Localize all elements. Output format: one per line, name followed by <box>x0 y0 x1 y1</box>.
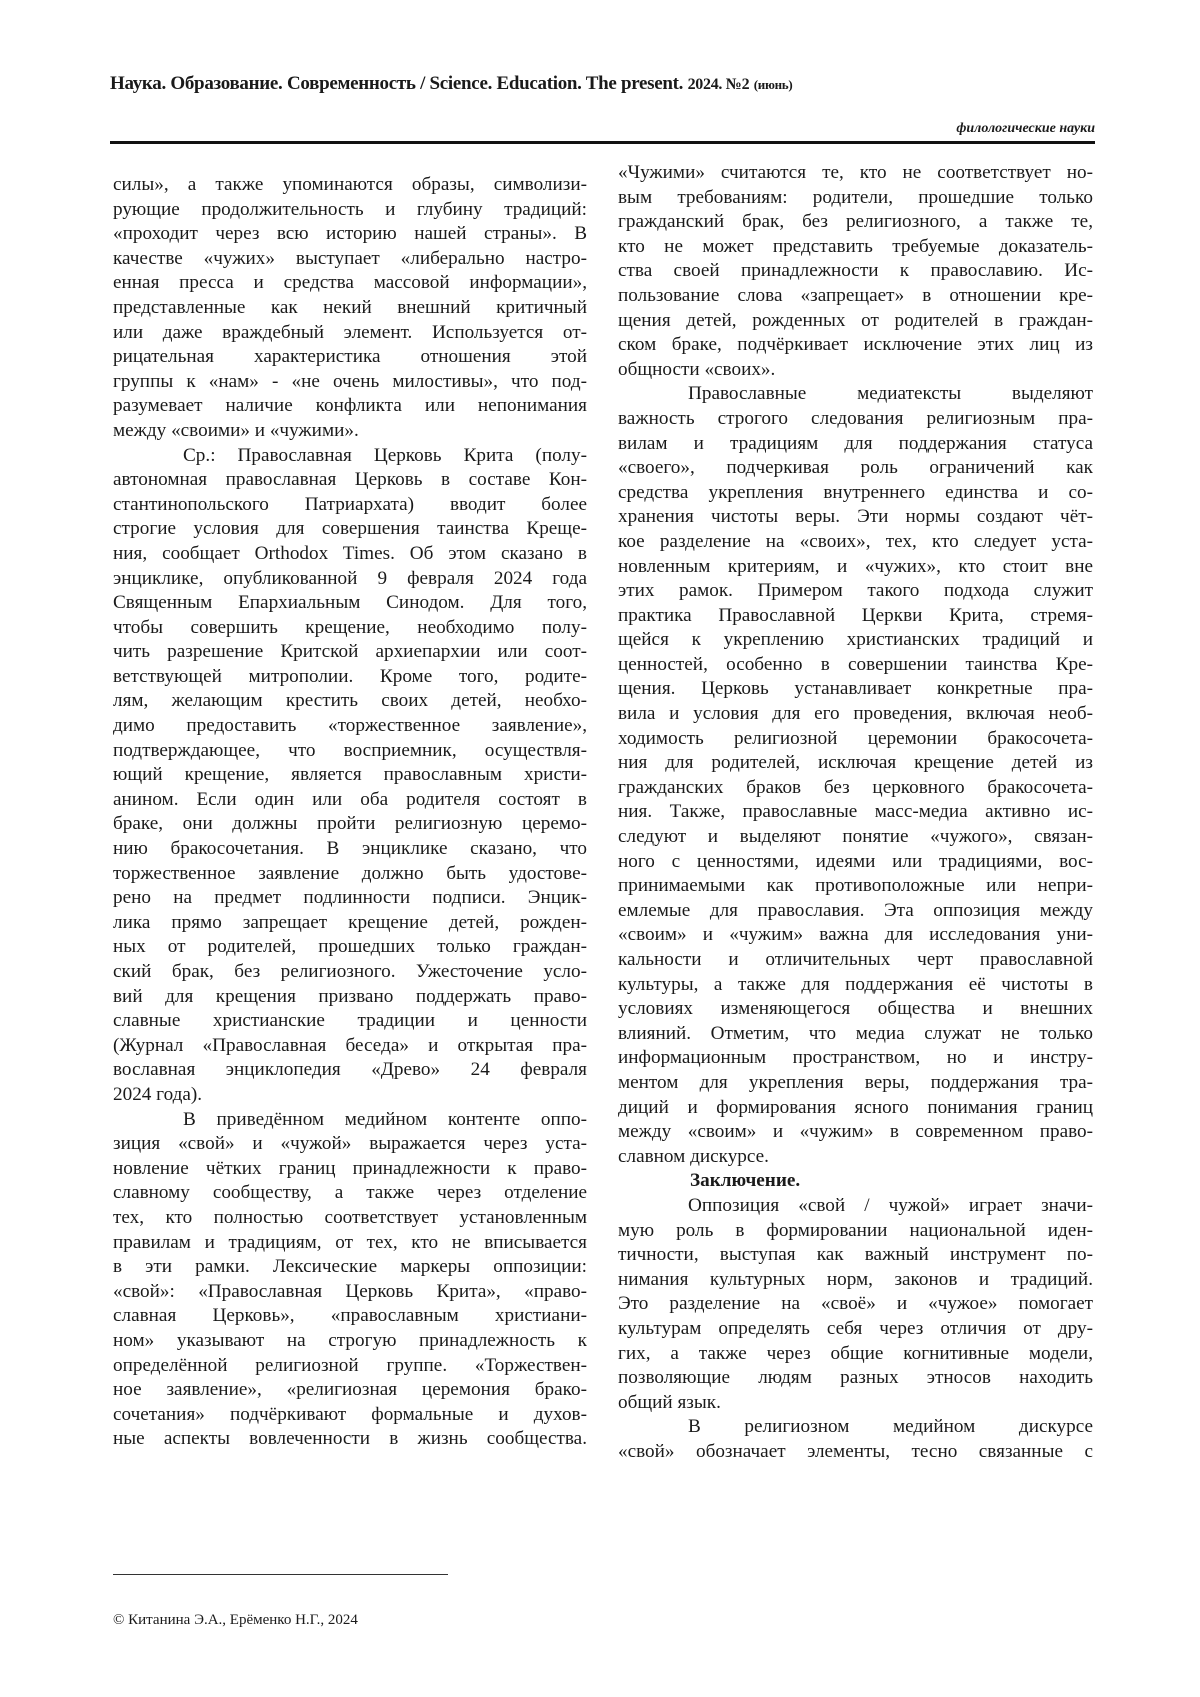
text-line: щения. Церковь устанавливает конкретные пра- <box>618 678 1093 700</box>
text-line: славные христианские традиции и ценности <box>113 1010 587 1032</box>
text-line: ющий крещение, является православным христи- <box>113 764 587 786</box>
text-line: важность строгого следования религиозным пра- <box>618 407 1093 429</box>
text-line: следуют и выделяют понятие «чужого», связан- <box>618 826 1093 848</box>
text-line: определённой религиозной группе. «Торжествен- <box>113 1354 587 1376</box>
text-line: тичности, выступая как важный инструмент по- <box>618 1244 1093 1266</box>
text-line: Православные медиатексты выделяют <box>688 383 1093 405</box>
section-label: филологические науки <box>956 121 1095 136</box>
text-line: кто не может представить требуемые доказатель- <box>618 235 1093 257</box>
text-line: стантинопольского Патриархата) вводит более <box>113 493 587 515</box>
text-line: зиция «свой» и «чужой» выражается через уста- <box>113 1133 587 1155</box>
text-line: вий для крещения призвано поддержать право- <box>113 985 587 1007</box>
text-line: ства своей принадлежности к православию. Ис- <box>618 260 1093 282</box>
text-line: пользование слова «запрещает» в отношении кре- <box>618 284 1093 306</box>
footnote-divider <box>113 1574 448 1575</box>
text-line: энциклике, опубликованной 9 февраля 2024 года <box>113 567 587 589</box>
text-line: ветствующей митрополии. Кроме того, родите- <box>113 665 587 687</box>
text-line: культурам определять себя через отличия от дру- <box>618 1317 1093 1339</box>
text-line: общий язык. <box>618 1391 721 1413</box>
text-line: Ср.: Православная Церковь Крита (полу- <box>183 444 587 466</box>
text-line: новление чётких границ принадлежности к право- <box>113 1157 587 1179</box>
text-line: (Журнал «Православная беседа» и открытая пра- <box>113 1034 587 1056</box>
right-column <box>618 161 1093 1464</box>
text-line: кальности и отличительных черт православной <box>618 949 1093 970</box>
text-line: строгие условия для совершения таинства Креще- <box>113 518 587 540</box>
text-line: щейся к укреплению христианских традиций и <box>618 629 1093 651</box>
text-line: силы», а также упоминаются образы, символизи- <box>113 174 587 195</box>
text-line: представленные как некий внешний критичный <box>113 296 587 318</box>
left-column <box>113 173 587 1452</box>
text-line: торжественное заявление должно быть удостове- <box>113 862 587 884</box>
text-line: влияний. Отметим, что медиа служат не только <box>618 1022 1093 1044</box>
text-line: позволяющие людям разных этносов находить <box>618 1367 1093 1389</box>
text-line: «проходит через всю историю нашей страны». В <box>113 223 587 245</box>
text-line: ский брак, без религиозного. Ужесточение усло- <box>113 961 587 982</box>
text-line: Оппозиция «свой / чужой» играет значи- <box>688 1194 1093 1216</box>
text-line: между «своими» и «чужими». <box>113 419 359 441</box>
text-line: условиях изменяющегося общества и внешних <box>618 998 1093 1020</box>
text-line: новленным критериям, и «чужих», кто стоит вне <box>618 555 1093 577</box>
text-line: славном дискурсе. <box>618 1145 769 1167</box>
text-line: ния для родителей, исключая крещение детей из <box>618 752 1093 774</box>
text-line: ментом для укрепления веры, поддержания тра- <box>618 1071 1093 1093</box>
text-line: лика прямо запрещает крещение детей, рожден- <box>113 911 587 933</box>
text-line: сочетания» подчёркивают формальные и духов- <box>113 1403 587 1425</box>
text-line: мую роль в формировании национальной иден- <box>618 1219 1093 1241</box>
text-line: В религиозном медийном дискурсе <box>688 1416 1093 1438</box>
text-line: рующие продолжительность и глубину традиций: <box>113 198 587 220</box>
text-line: рено на предмет подлинности подписи. Энцик- <box>113 887 587 909</box>
text-line: «своего», подчеркивая роль ограничений как <box>618 457 1093 479</box>
text-line: лям, желающим крестить своих детей, необхо- <box>113 690 587 712</box>
text-line: ния. Также, православные масс-медиа активно ис- <box>618 801 1093 823</box>
journal-title <box>110 73 792 95</box>
issue-number: 2024. №2 <box>687 76 750 93</box>
journal-name: Наука. Образование. Современность / Science. Education. The present. <box>110 73 684 94</box>
text-line: щения детей, рожденных от родителей в граждан- <box>618 309 1093 331</box>
header-divider <box>110 141 1095 144</box>
text-line: ходимость религиозной церемонии бракосочета- <box>618 727 1093 749</box>
text-line: между «своим» и «чужим» в современном право- <box>618 1121 1093 1143</box>
text-line: рицательная характеристика отношения этой <box>113 346 587 368</box>
text-line: нию бракосочетания. В энциклике сказано, что <box>113 838 587 860</box>
text-line: гих, а также через общие когнитивные модели, <box>618 1342 1093 1364</box>
text-line: ния, сообщает Orthodox Times. Об этом сказано в <box>113 542 587 564</box>
text-line: в эти рамки. Лексические маркеры оппозиции: <box>113 1256 587 1278</box>
text-line: димо предоставить «торжественное заявление», <box>113 715 587 737</box>
text-line: Священным Епархиальным Синодом. Для того, <box>113 592 587 614</box>
text-line: ного с ценностями, идеями или традициями, вос- <box>618 850 1093 872</box>
text-line: практика Православной Церкви Крита, стремя- <box>618 604 1093 626</box>
text-line: гражданских браков без церковного бракосочета- <box>618 776 1093 798</box>
text-line: вилам и традициям для поддержания статуса <box>618 432 1093 454</box>
text-line: нимания культурных норм, законов и традиций. <box>618 1268 1093 1290</box>
text-line: 2024 года). <box>113 1083 203 1105</box>
text-line: или даже враждебный элемент. Используется от- <box>113 321 587 343</box>
text-line: вым требованиям: родители, прошедшие только <box>618 186 1093 208</box>
text-line: ные аспекты вовлеченности в жизнь сообщества. <box>113 1428 587 1450</box>
text-line: группы к «нам» - «не очень милостивы», что под- <box>113 370 587 392</box>
text-line: емлемые для православия. Эта оппозиция между <box>618 899 1093 921</box>
text-line: ском браке, подчёркивает исключение этих лиц из <box>618 334 1093 356</box>
text-line: подтверждающее, что восприемник, осуществля- <box>113 739 587 761</box>
text-line: кое разделение на «своих», тех, кто следует уста- <box>618 530 1093 552</box>
text-line: автономная православная Церковь в составе Кон- <box>113 469 587 491</box>
text-line: «свой»: «Православная Церковь Крита», «право- <box>113 1280 587 1302</box>
text-line: «свой» обозначает элементы, тесно связанные с <box>618 1440 1093 1462</box>
text-line: общности «своих». <box>618 358 776 380</box>
text-line: ценностей, особенно в совершении таинства Кре- <box>618 653 1093 675</box>
text-line: тех, кто полностью соответствует установленным <box>113 1206 587 1228</box>
text-line: «Чужими» считаются те, кто не соответствует но- <box>618 162 1093 183</box>
issue-month: (июнь) <box>753 77 793 92</box>
text-line: вославная энциклопедия «Древо» 24 февраля <box>113 1059 587 1081</box>
text-line: славному сообществу, а также через отделение <box>113 1182 587 1204</box>
text-line: средства укрепления внутреннего единства и со- <box>618 481 1093 503</box>
text-line: В приведённом медийном контенте оппо- <box>183 1108 587 1130</box>
text-line: информационным пространством, но и инстру- <box>618 1047 1093 1069</box>
text-line: ном» указывают на строгую принадлежность к <box>113 1329 587 1351</box>
text-line: славная Церковь», «православным христиани- <box>113 1305 587 1327</box>
text-line: разумевает наличие конфликта или непонимания <box>113 395 587 417</box>
text-line: этих рамок. Примером такого подхода служит <box>618 580 1093 602</box>
text-line: культуры, а также для поддержания её чистоты в <box>618 973 1093 995</box>
text-line: Это разделение на «своё» и «чужое» помогает <box>618 1293 1093 1315</box>
text-line: анином. Если один или оба родителя состоят в <box>113 788 587 810</box>
text-line: диций и формирования ясного понимания границ <box>618 1096 1093 1118</box>
text-line: ных от родителей, прошедших только граждан- <box>113 936 587 958</box>
text-line: принимаемыми как противоположные или непри- <box>618 875 1093 897</box>
text-line: ное заявление», «религиозная церемония брако- <box>113 1379 587 1401</box>
section-heading: Заключение. <box>690 1170 801 1192</box>
text-line: чтобы совершить крещение, необходимо полу- <box>113 616 587 638</box>
copyright-notice: © Китанина Э.А., Ерёменко Н.Г., 2024 <box>113 1612 358 1628</box>
text-line: вила и условия для его проведения, включая необ- <box>618 703 1093 725</box>
text-line: хранения чистоты веры. Эти нормы создают чёт- <box>618 506 1093 528</box>
text-line: браке, они должны пройти религиозную церемо- <box>113 813 587 835</box>
text-line: «своим» и «чужим» важна для исследования уни- <box>618 924 1093 946</box>
text-line: гражданский брак, без религиозного, а также те, <box>618 211 1093 233</box>
text-line: чить разрешение Критской архиепархии или соот- <box>113 641 587 663</box>
text-line: енная пресса и средства массовой информации», <box>113 272 587 294</box>
text-line: правилам и традициям, от тех, кто не вписывается <box>113 1231 587 1253</box>
text-line: качестве «чужих» выступает «либерально настро- <box>113 247 587 269</box>
